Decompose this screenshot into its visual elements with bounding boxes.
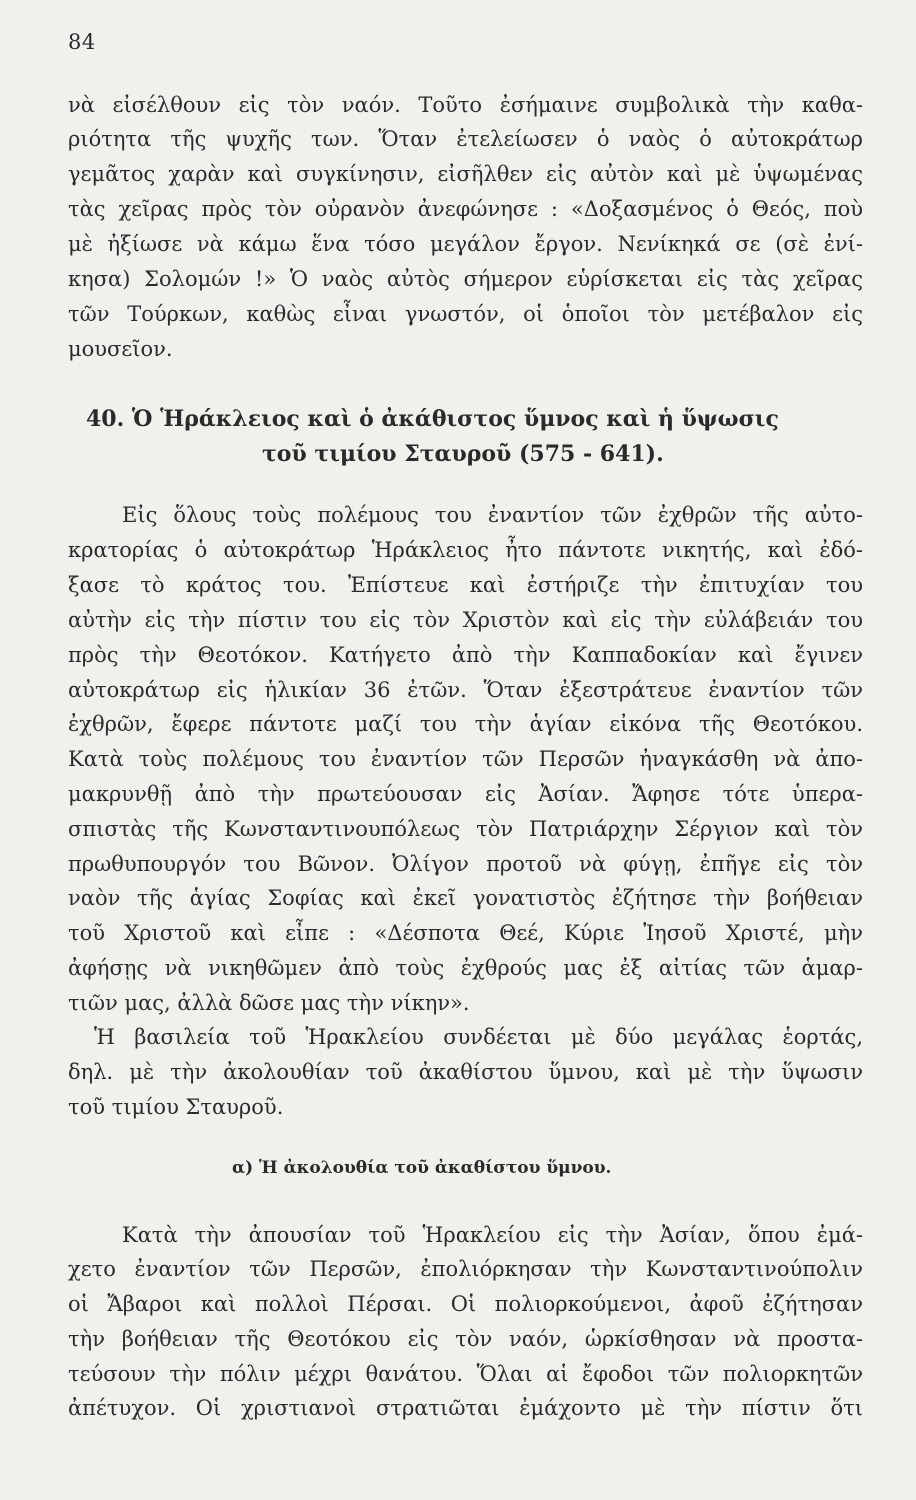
text-line: Κατὰ τὴν ἀπουσίαν τοῦ Ἡρακλείου εἰς τὴν Ἀσίαν, ὅπου ἐμά-	[122, 1223, 863, 1247]
text-line: τιῶν μας, ἀλλὰ δῶσε μας τὴν νίκην».	[68, 991, 470, 1015]
text-line: δηλ. μὲ τὴν ἀκολουθίαν τοῦ ἀκαθίστου ὕμνου, καὶ μὲ τὴν ὕψωσιν	[68, 1060, 863, 1084]
text-line: πρὸς τὴν Θεοτόκον. Κατήγετο ἀπὸ τὴν Καππαδοκίαν καὶ ἔγινεν	[68, 643, 863, 667]
text-line: αὐτοκράτωρ εἰς ἡλικίαν 36 ἐτῶν. Ὅταν ἐξεστράτευε ἐναντίον τῶν	[68, 678, 863, 702]
text-line: τὰς χεῖρας πρὸς τὸν οὐρανὸν ἀνεφώνησε : «Δοξασμένος ὁ Θεός, ποὺ	[68, 197, 863, 221]
text-line: ἐχθρῶν, ἔφερε πάντοτε μαζί του τὴν ἁγίαν εἰκόνα τῆς Θεοτόκου.	[68, 712, 863, 736]
text-line: ἀφήσῃς νὰ νικηθῶμεν ἀπὸ τοὺς ἐχθρούς μας ἐξ αἰτίας τῶν ἁμαρ-	[68, 956, 863, 980]
text-line: γεμᾶτος χαρὰν καὶ συγκίνησιν, εἰσῆλθεν εἰς αὐτὸν καὶ μὲ ὑψωμένας	[68, 162, 863, 186]
page-number: 84	[68, 30, 96, 54]
text-line: ριότητα τῆς ψυχῆς των. Ὅταν ἐτελείωσεν ὁ ναὸς ὁ αὐτοκράτωρ	[68, 127, 863, 151]
section-heading-line-2: τοῦ τιμίου Σταυροῦ (575 - 641).	[262, 441, 664, 467]
text-line: τὴν βοήθειαν τῆς Θεοτόκου εἰς τὸν ναόν, ὡρκίσθησαν νὰ προστα-	[68, 1327, 863, 1351]
text-line: μουσεῖον.	[68, 337, 173, 361]
text-line: μὲ ἠξίωσε νὰ κάμω ἕνα τόσο μεγάλον ἔργον. Νενίκηκά σε (σὲ ἐνί-	[68, 232, 863, 256]
text-line: κησα) Σολομών !» Ὁ ναὸς αὐτὸς σήμερον εὑρίσκεται εἰς τὰς χεῖρας	[68, 267, 863, 291]
text-line: τοῦ τιμίου Σταυροῦ.	[68, 1095, 284, 1119]
text-line: πρωθυπουργόν του Βῶνον. Ὀλίγον προτοῦ νὰ φύγῃ, ἐπῆγε εἰς τὸν	[68, 852, 863, 876]
text-line: ξασε τὸ κράτος του. Ἐπίστευε καὶ ἐστήριζε τὴν ἐπιτυχίαν του	[68, 573, 863, 597]
text-line: νὰ εἰσέλθουν εἰς τὸν ναόν. Τοῦτο ἐσήμαινε συμβολικὰ τὴν καθα-	[68, 93, 863, 117]
text-line: ἀπέτυχον. Οἱ χριστιανοὶ στρατιῶται ἐμάχοντο μὲ τὴν πίστιν ὅτι	[68, 1396, 863, 1420]
text-line: ναὸν τῆς ἁγίας Σοφίας καὶ ἐκεῖ γονατιστὸς ἐζήτησε τὴν βοήθειαν	[68, 886, 863, 910]
subsection-heading: α) Ἡ ἀκολουθία τοῦ ἀκαθίστου ὕμνου.	[232, 1158, 612, 1178]
text-line: κρατορίας ὁ αὐτοκράτωρ Ἡράκλειος ἦτο πάντοτε νικητής, καὶ ἐδό-	[68, 538, 863, 562]
text-line: σπιστὰς τῆς Κωνσταντινουπόλεως τὸν Πατριάρχην Σέργιον καὶ τὸν	[68, 817, 863, 841]
section-heading-line-1: 40. Ὁ Ἡράκλειος καὶ ὁ ἀκάθιστος ὕμνος καὶ ἡ ὕψωσις	[86, 406, 779, 432]
text-line: Ἡ βασιλεία τοῦ Ἡρακλείου συνδέεται μὲ δύο μεγάλας ἑορτάς,	[94, 1025, 863, 1049]
text-line: τῶν Τούρκων, καθὼς εἶναι γνωστόν, οἱ ὁποῖοι τὸν μετέβαλον εἰς	[68, 302, 863, 326]
text-line: αὐτὴν εἰς τὴν πίστιν του εἰς τὸν Χριστὸν καὶ εἰς τὴν εὐλάβειάν του	[68, 608, 863, 632]
text-line: μακρυνθῇ ἀπὸ τὴν πρωτεύουσαν εἰς Ἀσίαν. Ἄφησε τότε ὑπερα-	[68, 782, 863, 806]
text-line: οἱ Ἄβαροι καὶ πολλοὶ Πέρσαι. Οἱ πολιορκούμενοι, ἀφοῦ ἐζήτησαν	[68, 1292, 863, 1316]
text-line: τεύσουν τὴν πόλιν μέχρι θανάτου. Ὅλαι αἱ ἔφοδοι τῶν πολιορκητῶν	[68, 1362, 863, 1386]
text-line: Κατὰ τοὺς πολέμους του ἐναντίον τῶν Περσῶν ἠναγκάσθη νὰ ἀπο-	[68, 747, 863, 771]
text-line: Εἰς ὅλους τοὺς πολέμους του ἐναντίον τῶν ἐχθρῶν τῆς αὐτο-	[122, 503, 863, 527]
text-line: τοῦ Χριστοῦ καὶ εἶπε : «Δέσποτα Θεέ, Κύριε Ἰησοῦ Χριστέ, μὴν	[68, 921, 863, 945]
text-line: χετο ἐναντίον τῶν Περσῶν, ἐπολιόρκησαν τὴν Κωνσταντινούπολιν	[68, 1257, 863, 1281]
